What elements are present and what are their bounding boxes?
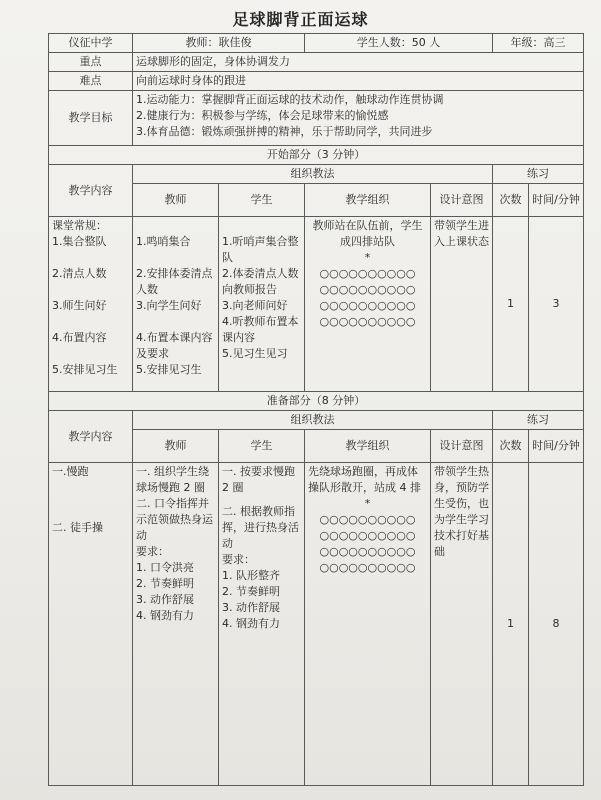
student-step: 二. 根据教师指挥，进行热身活动 (222, 505, 299, 550)
student-step: 1.听哨声集合整队 (222, 235, 299, 264)
student-header: 学生 (219, 184, 305, 217)
difficult-text: 向前运球时身体的跟进 (133, 72, 584, 91)
content-item: 二. 徒手操 (52, 521, 103, 534)
org-header: 教学组织 (305, 184, 431, 217)
content-item: 3.师生问好 (52, 299, 107, 312)
teacher-requirements-label: 要求： (136, 545, 169, 558)
content-item: 5.安排见习生 (52, 363, 118, 376)
section2-times: 1 (493, 463, 529, 786)
section1-body-row (49, 217, 584, 392)
teacher-req-item: 3. 动作舒展 (136, 593, 194, 606)
section1-content (49, 217, 133, 392)
section2-content (49, 463, 133, 786)
difficulty-row (49, 72, 584, 91)
section1-header-row (49, 165, 584, 184)
section2-title-row (49, 392, 584, 411)
content-header: 教学内容 (49, 411, 133, 463)
time-header: 时间/分钟 (529, 430, 584, 463)
section2-intent: 带领学生热身，预防学生受伤，也为学生学习技术打好基础 (431, 463, 493, 786)
student-req-item: 2. 节奏鲜明 (222, 585, 280, 598)
section1-intent: 带领学生进入上课状态 (431, 217, 493, 392)
teacher-position-marker: * (364, 497, 371, 510)
formation-row: ○○○○○○○○○○ (319, 513, 416, 526)
formation-row: ○○○○○○○○○○ (319, 561, 416, 574)
intent-header: 设计意图 (431, 184, 493, 217)
teacher-header: 教师 (133, 184, 219, 217)
practice-header: 练习 (493, 165, 584, 184)
content-item: 4.布置内容 (52, 331, 107, 344)
section2-teacher (133, 463, 219, 786)
practice-header: 练习 (493, 411, 584, 430)
teacher-step: 2.安排体委清点人数 (136, 267, 213, 296)
method-header: 组织教法 (133, 165, 493, 184)
student-req-item: 3. 动作舒展 (222, 601, 280, 614)
teacher-req-item: 1. 口令洪亮 (136, 561, 194, 574)
student-header: 学生 (219, 430, 305, 463)
section1-title-row (49, 146, 584, 165)
goals-list (133, 91, 584, 146)
goal-item: 1.运动能力：掌握脚背正面运球的技术动作，触球动作连贯协调 (136, 93, 444, 106)
grade-cell: 年级：高三 (493, 34, 584, 53)
teacher-req-item: 4. 钢劲有力 (136, 609, 194, 622)
formation-row: ○○○○○○○○○○ (319, 545, 416, 558)
section1-times: 1 (493, 217, 529, 392)
section2-time: 8 (529, 463, 584, 786)
teacher-header: 教师 (133, 430, 219, 463)
student-step: 4.听教师布置本课内容 (222, 315, 299, 344)
student-req-item: 4. 钢劲有力 (222, 617, 280, 630)
page-title: 足球脚背正面运球 (232, 10, 369, 29)
header-row (49, 34, 584, 53)
formation-row: ○○○○○○○○○○ (319, 299, 416, 312)
formation-row: ○○○○○○○○○○ (319, 267, 416, 280)
org-text: 先绕球场跑圈，再成体操队形散开，站成 4 排 (308, 465, 421, 494)
student-step: 3.向老师问好 (222, 299, 288, 312)
section2-title: 准备部分（8 分钟） (49, 392, 584, 411)
teacher-step: 二. 口令指挥并示范领做热身运动 (136, 497, 213, 542)
time-header: 时间/分钟 (529, 184, 584, 217)
student-req-item: 1. 队形整齐 (222, 569, 280, 582)
section2-org (305, 463, 431, 786)
teacher-step: 5.安排见习生 (136, 363, 202, 376)
content-header: 教学内容 (49, 165, 133, 217)
method-header: 组织教法 (133, 411, 493, 430)
goals-label: 教学目标 (49, 91, 133, 146)
content-item: 课堂常规： (52, 219, 107, 232)
teacher-step: 一. 组织学生绕球场慢跑 2 圈 (136, 465, 209, 494)
section1-org (305, 217, 431, 392)
key-label: 重点 (49, 53, 133, 72)
students-cell: 学生人数：50 人 (305, 34, 493, 53)
teacher-step: 3.向学生问好 (136, 299, 202, 312)
school-cell: 仪征中学 (49, 34, 133, 53)
formation-row: ○○○○○○○○○○ (319, 283, 416, 296)
intent-header: 设计意图 (431, 430, 493, 463)
times-header: 次数 (493, 430, 529, 463)
org-header: 教学组织 (305, 430, 431, 463)
teacher-cell: 教师：耿佳俊 (133, 34, 305, 53)
key-text: 运球脚形的固定，身体协调发力 (133, 53, 584, 72)
section1-time: 3 (529, 217, 584, 392)
lesson-plan-table (48, 33, 584, 786)
teacher-step: 1.鸣哨集合 (136, 235, 191, 248)
student-step: 5.见习生见习 (222, 347, 288, 360)
formation-row: ○○○○○○○○○○ (319, 315, 416, 328)
student-requirements-label: 要求： (222, 553, 255, 566)
section2-body-row (49, 463, 584, 786)
section2-student (219, 463, 305, 786)
goal-item: 2.健康行为：积极参与学练，体会足球带来的愉悦感 (136, 109, 389, 122)
content-item: 一.慢跑 (52, 465, 89, 478)
section1-title: 开始部分（3 分钟） (49, 146, 584, 165)
teacher-step: 4.布置本课内容及要求 (136, 331, 213, 360)
student-step: 2.体委清点人数向教师报告 (222, 267, 299, 296)
org-text: 教师站在队伍前，学生成四排站队 (312, 219, 423, 248)
content-item: 2.清点人数 (52, 267, 107, 280)
section2-header-row (49, 411, 584, 430)
section1-teacher (133, 217, 219, 392)
times-header: 次数 (493, 184, 529, 217)
formation-row: ○○○○○○○○○○ (319, 529, 416, 542)
goals-row (49, 91, 584, 146)
key-point-row (49, 53, 584, 72)
student-step: 一. 按要求慢跑 2 圈 (222, 465, 295, 494)
goal-item: 3.体育品德：锻炼顽强拼搏的精神，乐于帮助同学，共同进步 (136, 125, 433, 138)
content-item: 1.集合整队 (52, 235, 107, 248)
section1-student (219, 217, 305, 392)
teacher-position-marker: * (364, 251, 371, 264)
teacher-req-item: 2. 节奏鲜明 (136, 577, 194, 590)
difficult-label: 难点 (49, 72, 133, 91)
